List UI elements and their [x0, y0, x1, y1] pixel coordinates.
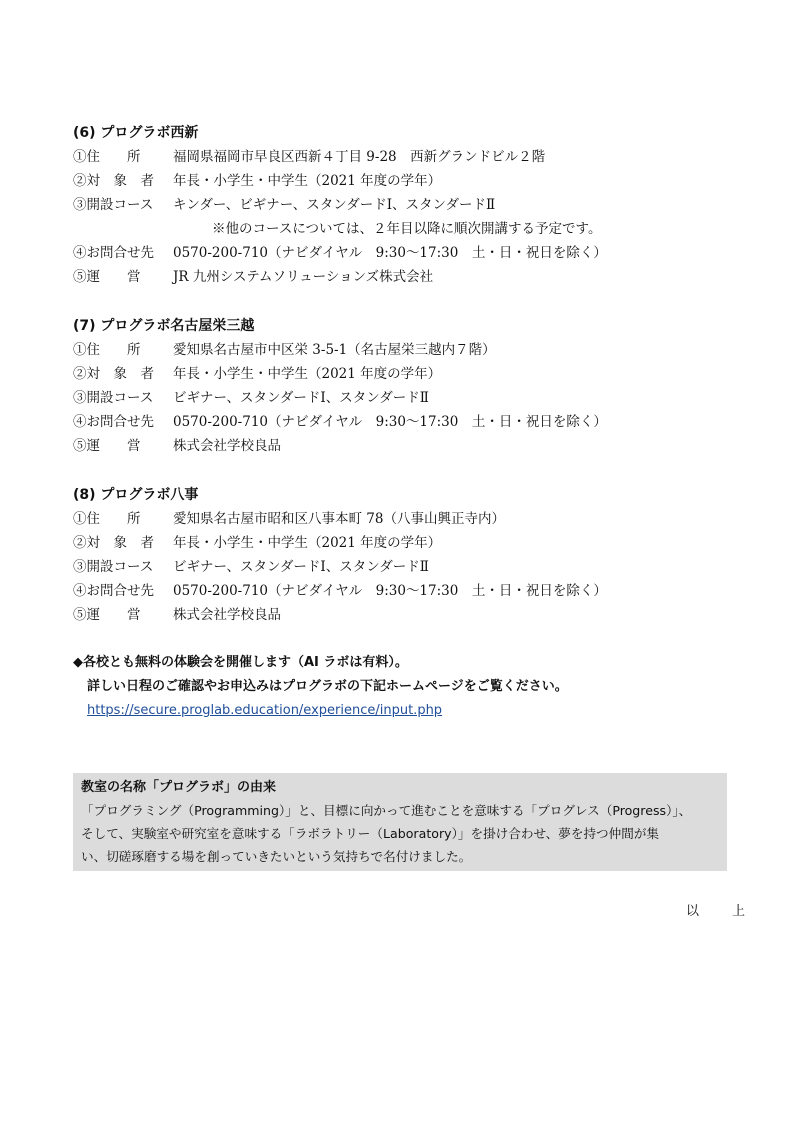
- row-value: JR 九州システムソリューションズ株式会社: [173, 269, 434, 285]
- trial-link-line: [73, 703, 733, 719]
- info-row-course-note: [73, 221, 733, 237]
- section-title: (6) プログラボ西新: [73, 125, 199, 141]
- row-value: 愛知県名古屋市昭和区八事本町 78（八事山興正寺内）: [173, 511, 505, 527]
- row-value: 0570-200-710（ナビダイヤル 9:30～17:30 土・日・祝日を除く）: [173, 245, 607, 261]
- info-row-contact: [73, 245, 733, 261]
- school-section-yagoto: [73, 487, 733, 631]
- row-label: ①住 所: [73, 342, 141, 358]
- row-value: 年長・小学生・中学生（2021 年度の学年）: [173, 366, 442, 382]
- row-label: ③開設コース: [73, 390, 154, 406]
- info-row-address: [73, 511, 733, 527]
- info-row-address: [73, 149, 733, 165]
- row-label: ④お問合せ先: [73, 583, 154, 599]
- trial-notice-heading: ◆各校とも無料の体験会を開催します（AI ラボは有料）。: [73, 655, 408, 670]
- row-value: キンダー、ビギナー、スタンダードⅠ、スタンダードⅡ: [173, 197, 496, 213]
- info-row-target: [73, 366, 733, 382]
- info-row-contact: [73, 583, 733, 599]
- row-value: 年長・小学生・中学生（2021 年度の学年）: [173, 535, 442, 551]
- trial-signup-link[interactable]: https://secure.proglab.education/experience/input.php: [87, 703, 443, 718]
- row-label: ④お問合せ先: [73, 245, 154, 261]
- info-row-operator: [73, 269, 733, 285]
- info-row-target: [73, 173, 733, 189]
- name-origin-line: い、切磋琢磨する場を創っていきたいという気持ちで名付けました。: [81, 849, 472, 864]
- row-value: 0570-200-710（ナビダイヤル 9:30～17:30 土・日・祝日を除く）: [173, 414, 607, 430]
- row-label: ②対 象 者: [73, 173, 154, 189]
- row-label: ③開設コース: [73, 559, 154, 575]
- school-section-nagoya-sakae: [73, 318, 733, 462]
- name-origin-line: 「プログラミング（Programming）」と、目標に向かって進むことを意味する「プログレス（Progress）」、: [81, 803, 692, 818]
- trial-notice: [73, 655, 733, 727]
- row-value: 株式会社学校良品: [173, 607, 281, 623]
- row-value: 愛知県名古屋市中区栄 3-5-1（名古屋栄三越内７階）: [173, 342, 496, 358]
- row-label: ④お問合せ先: [73, 414, 154, 430]
- row-label: ⑤運 営: [73, 269, 141, 285]
- name-origin-line: そして、実験室や研究室を意味する「ラボラトリー（Laboratory）」を掛け合わせ、夢を持つ仲間が集: [81, 826, 660, 841]
- info-row-target: [73, 535, 733, 551]
- row-value: 年長・小学生・中学生（2021 年度の学年）: [173, 173, 442, 189]
- row-label: ①住 所: [73, 511, 141, 527]
- info-row-courses: [73, 390, 733, 406]
- row-value: ビギナー、スタンダードⅠ、スタンダードⅡ: [173, 559, 429, 575]
- info-row-operator: [73, 607, 733, 623]
- row-value: 0570-200-710（ナビダイヤル 9:30～17:30 土・日・祝日を除く）: [173, 583, 607, 599]
- row-label: ⑤運 営: [73, 438, 141, 454]
- row-value: 福岡県福岡市早良区西新４丁目 9-28 西新グランドビル２階: [173, 149, 546, 165]
- section-title: (8) プログラボ八事: [73, 487, 199, 503]
- row-note: ※他のコースについては、２年目以降に順次開講する予定です。: [212, 221, 602, 237]
- name-origin-box: [73, 773, 727, 871]
- row-label: ③開設コース: [73, 197, 154, 213]
- info-row-operator: [73, 438, 733, 454]
- school-section-nishijin: [73, 125, 733, 293]
- info-row-contact: [73, 414, 733, 430]
- info-row-address: [73, 342, 733, 358]
- row-value: 株式会社学校良品: [173, 438, 281, 454]
- trial-notice-detail: 詳しい日程のご確認やお申込みはプログラボの下記ホームページをご覧ください。: [87, 679, 568, 694]
- row-value: ビギナー、スタンダードⅠ、スタンダードⅡ: [173, 390, 429, 406]
- row-label: ①住 所: [73, 149, 141, 165]
- closing-mark: 以 上: [686, 904, 756, 919]
- info-row-courses: [73, 197, 733, 213]
- name-origin-title: 教室の名称「プログラボ」の由来: [81, 780, 277, 795]
- section-title: (7) プログラボ名古屋栄三越: [73, 318, 255, 334]
- row-label: ⑤運 営: [73, 607, 141, 623]
- row-label: ②対 象 者: [73, 535, 154, 551]
- row-label: ②対 象 者: [73, 366, 154, 382]
- info-row-courses: [73, 559, 733, 575]
